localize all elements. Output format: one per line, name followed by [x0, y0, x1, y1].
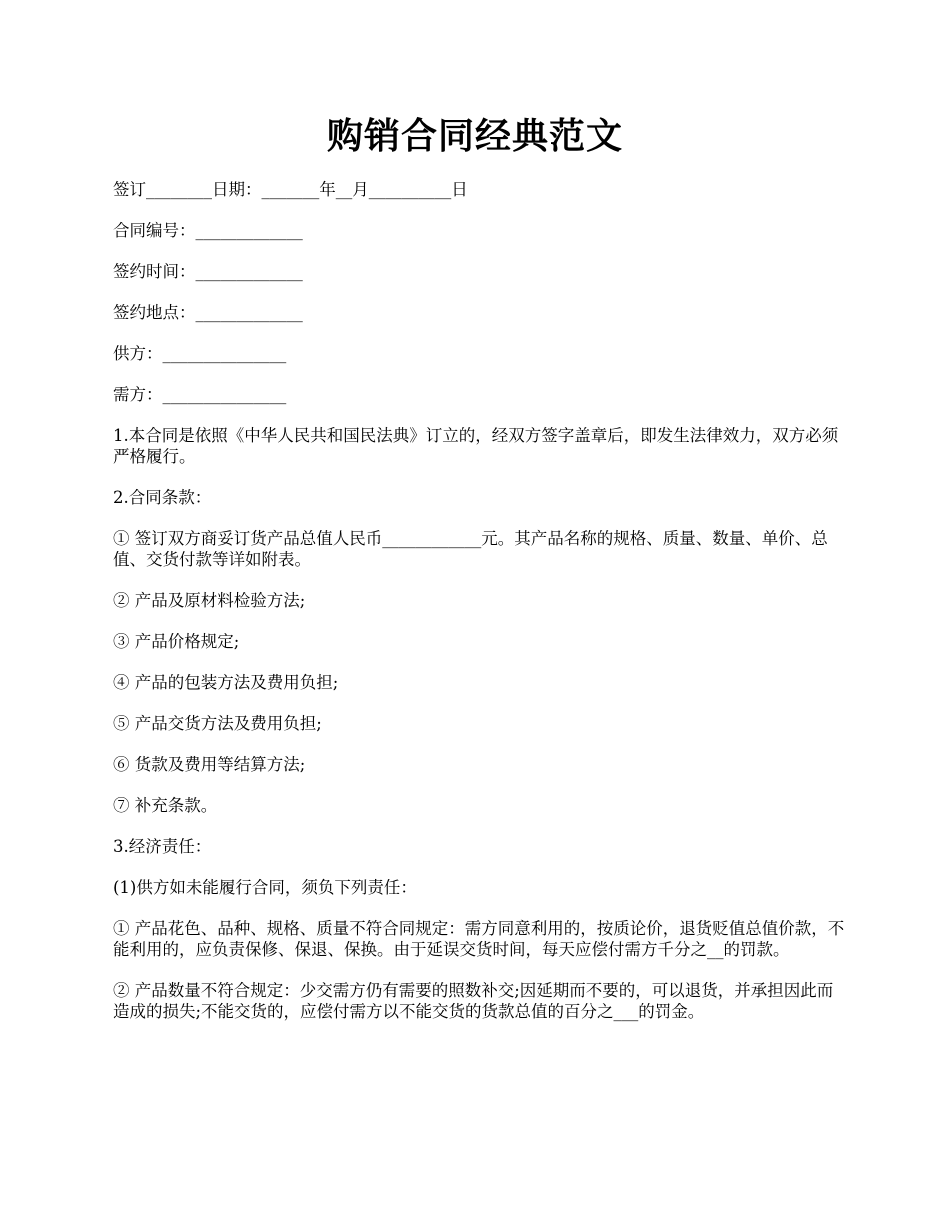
term-item-4: ④ 产品的包装方法及费用负担;	[113, 673, 339, 692]
field-signing-time: 签约时间：_____________	[113, 262, 303, 281]
term-item-5: ⑤ 产品交货方法及费用负担;	[113, 714, 322, 733]
section-heading-liability: 3.经济责任：	[113, 837, 212, 856]
term-item-1: ① 签订双方商妥订货产品总值人民币____________元。其产品名称的规格、质量、数量、单价、总值、交货付款等详如附表。	[113, 529, 828, 569]
field-signing-date: 签订________日期：_______年__月__________日	[113, 180, 468, 199]
section-heading-terms: 2.合同条款：	[113, 488, 212, 507]
document-body	[113, 179, 848, 1042]
term-item-2: ② 产品及原材料检验方法;	[113, 591, 306, 610]
field-buyer: 需方：_______________	[113, 385, 287, 404]
liability-item-1: ① 产品花色、品种、规格、质量不符合同规定：需方同意利用的，按质论价，退货贬值总值价款，不能利用的，应负责保修、保退、保换。由于延误交货时间，每天应偿付需方千分之__的罚款。	[113, 919, 845, 959]
paragraph-legal-basis: 1.本合同是依照《中华人民共和国民法典》订立的，经双方签字盖章后，即发生法律效力，双方必须严格履行。	[113, 426, 839, 466]
term-item-7: ⑦ 补充条款。	[113, 796, 218, 815]
field-contract-number: 合同编号：_____________	[113, 221, 303, 240]
field-signing-place: 签约地点：_____________	[113, 303, 303, 322]
liability-subheading-supplier: (1)供方如未能履行合同，须负下列责任：	[113, 878, 417, 897]
liability-item-2: ② 产品数量不符合规定：少交需方仍有需要的照数补交;因延期而不要的，可以退货，并承担因此而造成的损失;不能交货的，应偿付需方以不能交货的货款总值的百分之___的罚金。	[113, 981, 834, 1021]
field-supplier: 供方：_______________	[113, 344, 287, 363]
document-title: 购销合同经典范文	[326, 115, 623, 157]
term-item-6: ⑥ 货款及费用等结算方法;	[113, 755, 306, 774]
term-item-3: ③ 产品价格规定;	[113, 632, 240, 651]
